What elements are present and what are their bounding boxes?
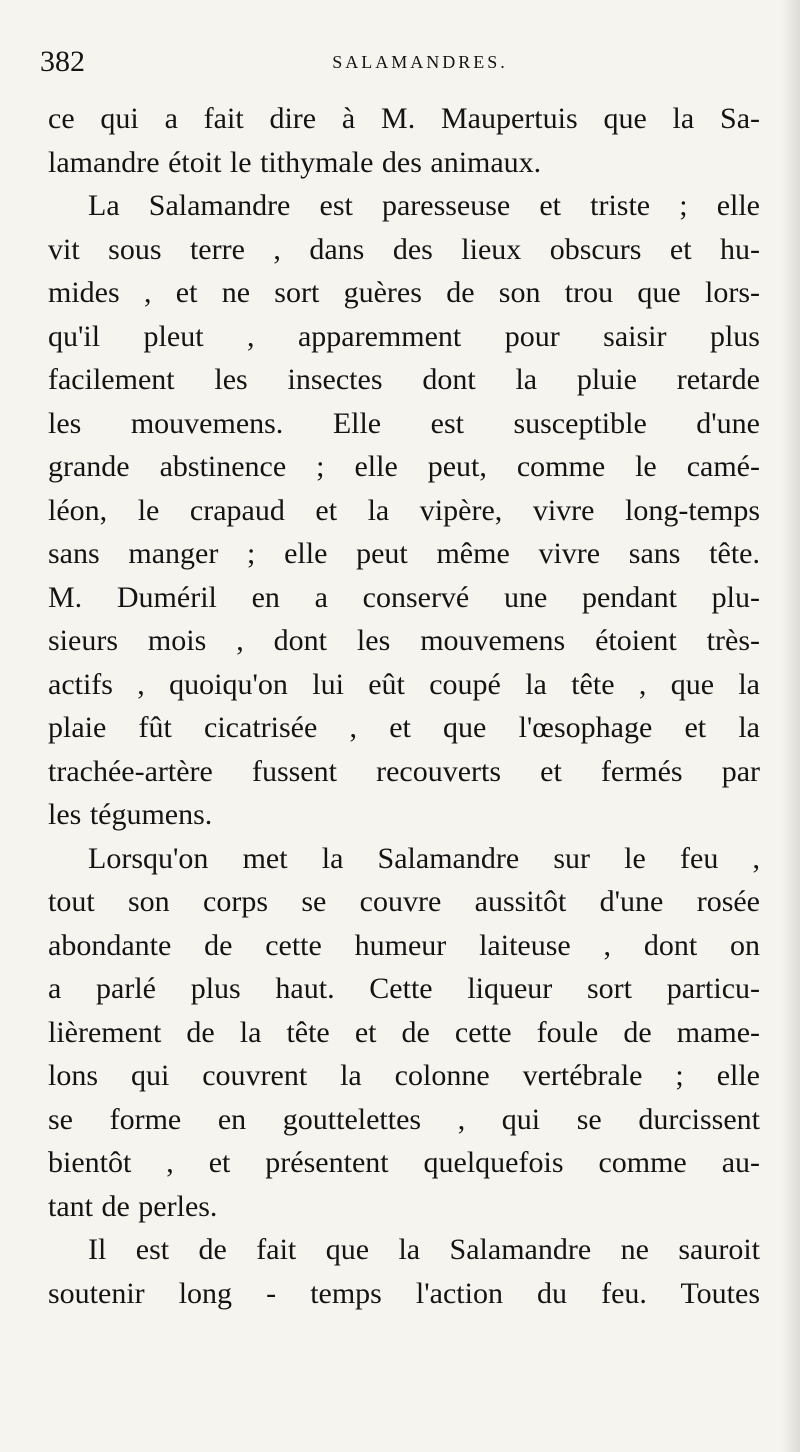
text-line: ce qui a fait dire à M. Maupertuis que la Sa- [48,102,760,135]
paragraph-start-line: La Salamandre est paresseuse et triste ; elle [88,189,760,222]
text-line: tout son corps se couvre aussitôt d'une rosée [48,885,760,918]
text-line: les mouvemens. Elle est susceptible d'une [48,406,760,440]
text-line: lons qui couvrent la colonne vertébrale ; elle [48,1059,760,1092]
text-line: M. Duméril en a conservé une pendant plu- [48,580,760,614]
text-line: grande abstinence ; elle peut, comme le camé- [48,450,760,483]
text-line: mides , et ne sort guères de son trou que lors- [48,276,760,309]
text-line: vit sous terre , dans des lieux obscurs et hu- [48,232,760,266]
text-line: a parlé plus haut. Cette liqueur sort particu- [48,972,760,1005]
text-line: actifs , quoiqu'on lui eût coupé la tête , que la [48,667,760,701]
text-line: facilement les insectes dont la pluie retarde [48,363,760,396]
text-line: bientôt , et présentent quelquefois comme au- [48,1146,760,1179]
text-line: lamandre étoit le tithymale des animaux. [48,145,542,179]
text-line: soutenir long - temps l'action du feu. Toutes [48,1276,760,1310]
text-line: trachée-artère fussent recouverts et fermés par [48,754,760,788]
text-line: qu'il pleut , apparemment pour saisir plus [48,319,760,353]
body-text [48,97,760,1315]
paragraph-start-line: Il est de fait que la Salamandre ne sauroit [88,1233,760,1266]
text-line: se forme en gouttelettes , qui se durcissent [48,1102,760,1136]
text-line: les tégumens. [48,798,213,831]
text-line: sans manger ; elle peut même vivre sans tête. [48,537,760,570]
paragraph-start-line: Lorsqu'on met la Salamandre sur le feu , [88,841,760,875]
text-line: tant de perles. [48,1189,218,1223]
text-line: abondante de cette humeur laiteuse , dont on [48,928,760,962]
page-number: 382 [40,45,85,78]
text-line: lièrement de la tête et de cette foule de mame- [48,1015,760,1049]
page-edge-shadow [782,0,800,1452]
text-line: sieurs mois , dont les mouvemens étoient très- [48,624,760,657]
text-line: léon, le crapaud et la vipère, vivre long-temps [48,493,760,527]
text-line: plaie fût cicatrisée , et que l'œsophage et la [48,711,760,744]
page-header [40,40,760,84]
running-head: SALAMANDRES. [332,52,508,72]
